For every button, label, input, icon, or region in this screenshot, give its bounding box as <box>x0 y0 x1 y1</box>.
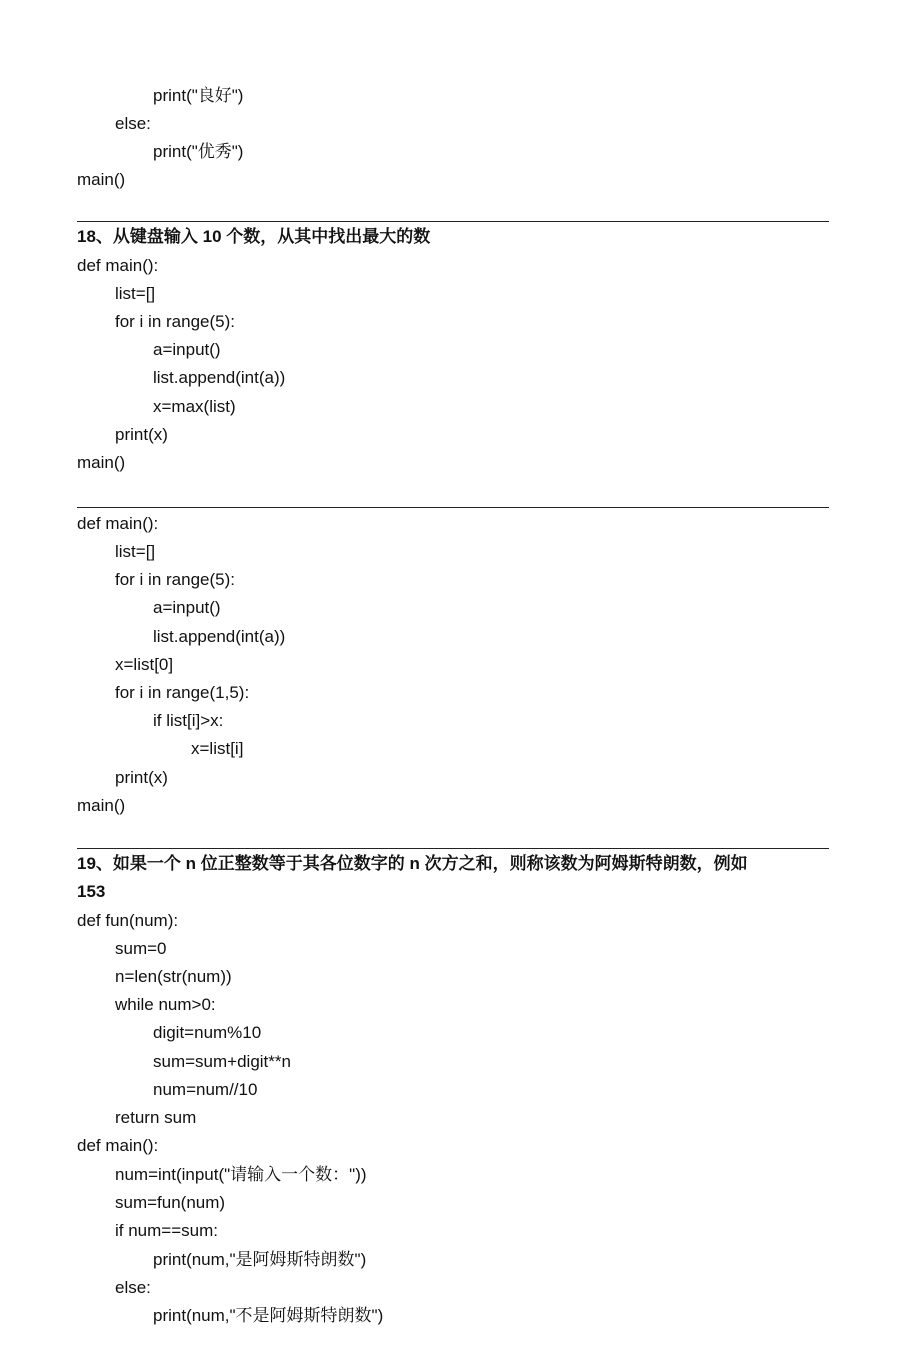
code-line: else: <box>115 1278 151 1297</box>
code-line: def main(): <box>77 1136 159 1155</box>
code-line: def main(): <box>77 256 159 275</box>
code-line: print("优秀") <box>153 142 244 161</box>
question-19-title: 19、如果一个 n 位正整数等于其各位数字的 n 次方之和，则称该数为阿姆斯特朗数，例如 <box>77 854 748 873</box>
section-divider <box>77 507 829 508</box>
section-divider <box>77 221 829 222</box>
code-line: digit=num%10 <box>153 1023 262 1042</box>
code-line: for i in range(5): <box>115 312 235 331</box>
code-line: main() <box>77 453 126 472</box>
code-line: print(num,"是阿姆斯特朗数") <box>153 1250 367 1269</box>
code-line: print("良好") <box>153 86 244 105</box>
code-line: n=len(str(num)) <box>115 967 232 986</box>
code-line: a=input() <box>153 340 221 359</box>
code-line: sum=sum+digit**n <box>153 1052 291 1071</box>
code-line: while num>0: <box>115 995 216 1014</box>
question-19-title-cont: 153 <box>77 882 106 901</box>
code-line: list.append(int(a)) <box>153 368 286 387</box>
code-line: print(x) <box>115 425 168 444</box>
code-line: list=[] <box>115 542 156 561</box>
code-line: for i in range(5): <box>115 570 235 589</box>
code-line: print(num,"不是阿姆斯特朗数") <box>153 1306 384 1325</box>
code-line: def main(): <box>77 514 159 533</box>
code-line: sum=fun(num) <box>115 1193 226 1212</box>
question-18-title: 18、从键盘输入 10 个数，从其中找出最大的数 <box>77 227 431 246</box>
code-line: list=[] <box>115 284 156 303</box>
code-line: num=num//10 <box>153 1080 258 1099</box>
code-line: def fun(num): <box>77 911 179 930</box>
code-line: main() <box>77 170 126 189</box>
code-line: else: <box>115 114 151 133</box>
code-line: x=list[0] <box>115 655 174 674</box>
code-line: a=input() <box>153 598 221 617</box>
code-line: print(x) <box>115 768 168 787</box>
code-line: if num==sum: <box>115 1221 218 1240</box>
code-line: main() <box>77 796 126 815</box>
code-line: if list[i]>x: <box>153 711 224 730</box>
code-line: x=list[i] <box>191 739 244 758</box>
code-line: return sum <box>115 1108 197 1127</box>
code-line: num=int(input("请输入一个数：")) <box>115 1165 367 1184</box>
code-line: list.append(int(a)) <box>153 627 286 646</box>
code-line: for i in range(1,5): <box>115 683 250 702</box>
code-line: sum=0 <box>115 939 167 958</box>
section-divider <box>77 848 829 849</box>
code-line: x=max(list) <box>153 397 236 416</box>
